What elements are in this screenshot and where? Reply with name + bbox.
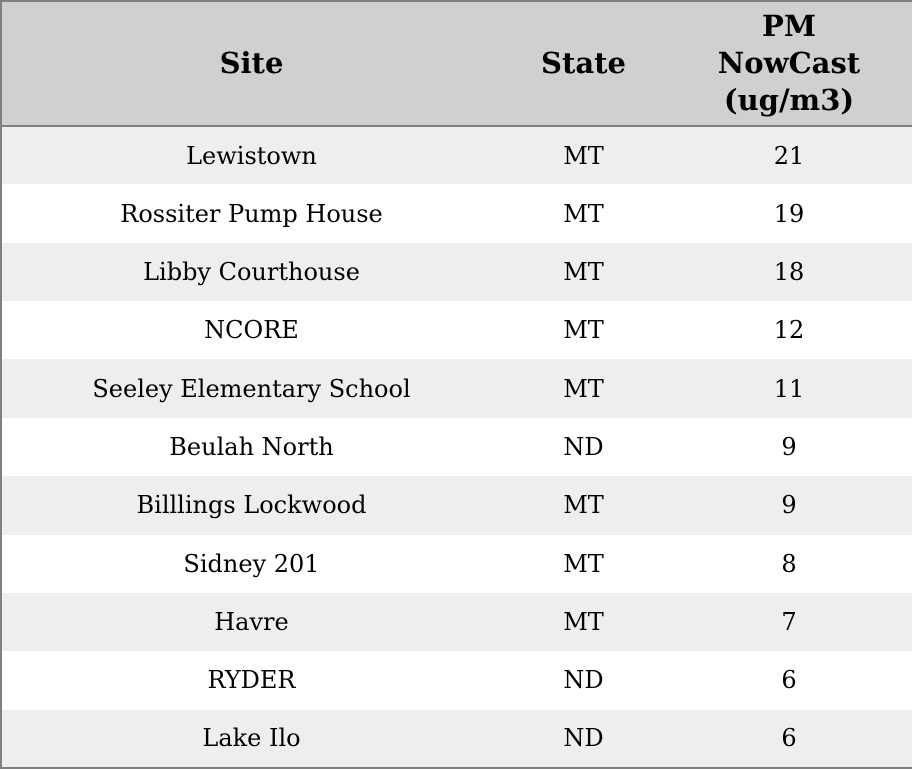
table-row: [1, 184, 912, 242]
site-cell: Beulah North: [169, 432, 334, 461]
state-cell: MT: [563, 199, 604, 228]
pm-cell: 19: [773, 199, 805, 228]
pm-cell: 12: [773, 316, 805, 345]
table-row: [1, 651, 912, 709]
site-cell: Lewistown: [186, 141, 317, 170]
pm-cell: 7: [781, 608, 797, 637]
pm-cell: 6: [781, 724, 797, 753]
pm-cell: 8: [781, 549, 797, 578]
state-cell: MT: [563, 141, 604, 170]
site-cell: Libby Courthouse: [143, 257, 360, 286]
site-cell: NCORE: [204, 316, 299, 345]
pm-cell: 9: [781, 491, 797, 520]
state-cell: MT: [563, 491, 604, 520]
pm-header-label: PM NowCast (ug/m3): [717, 9, 861, 117]
table-row: [1, 476, 912, 534]
pm-cell: 9: [781, 432, 797, 461]
pm-cell: 18: [773, 257, 805, 286]
state-cell: ND: [563, 666, 604, 695]
table-row: [1, 126, 912, 184]
site-cell: RYDER: [207, 666, 296, 695]
table-row: [1, 243, 912, 301]
table-row: [1, 535, 912, 593]
table-row: [1, 593, 912, 651]
site-cell: Billlings Lockwood: [136, 491, 367, 520]
state-cell: MT: [563, 257, 604, 286]
table-row: [1, 710, 912, 768]
site-cell: Lake Ilo: [202, 724, 301, 753]
column-header-state: State: [541, 46, 626, 81]
state-cell: MT: [563, 374, 604, 403]
column-header-site: Site: [219, 46, 284, 81]
header-row: [1, 1, 912, 126]
state-cell: MT: [563, 316, 604, 345]
state-cell: MT: [563, 608, 604, 637]
table-row: [1, 359, 912, 417]
column-header-pm-nowcast: [666, 1, 912, 126]
pm-cell: 11: [773, 374, 805, 403]
site-cell: Seeley Elementary School: [92, 374, 411, 403]
site-cell: Rossiter Pump House: [120, 199, 383, 228]
table-row: [1, 418, 912, 476]
pm-cell: 21: [773, 141, 805, 170]
state-cell: ND: [563, 724, 604, 753]
table-row: [1, 301, 912, 359]
site-cell: Havre: [214, 608, 289, 637]
site-cell: Sidney 201: [183, 549, 320, 578]
state-cell: MT: [563, 549, 604, 578]
pm-cell: 6: [781, 666, 797, 695]
state-cell: ND: [563, 432, 604, 461]
